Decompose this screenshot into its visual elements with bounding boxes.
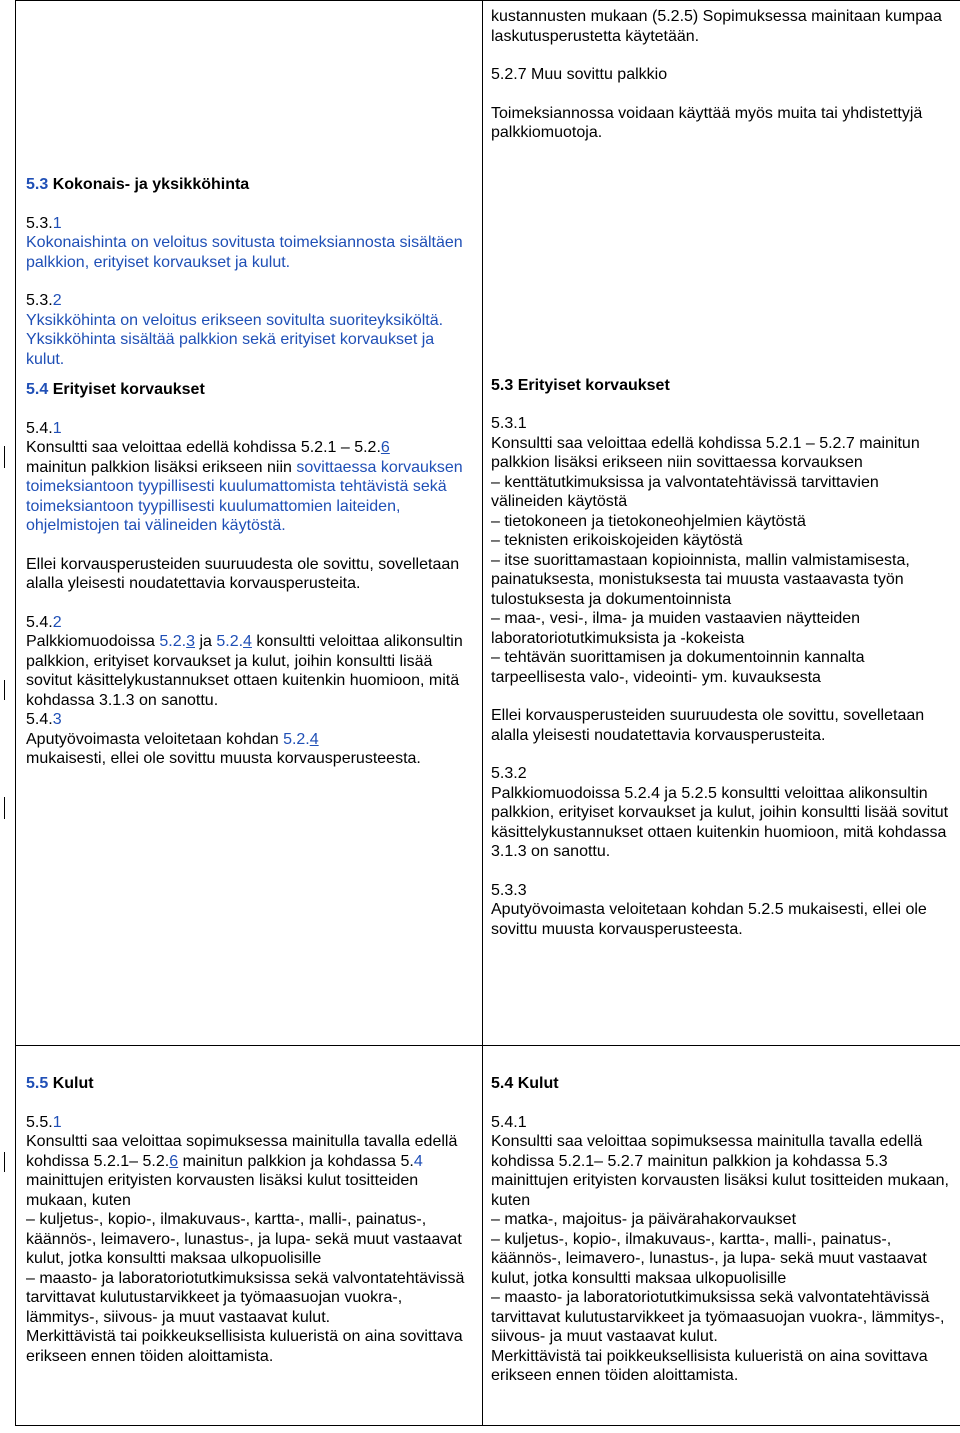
table-row <box>16 1046 960 1426</box>
change-bar <box>4 680 5 700</box>
section-heading: 5.3 Erityiset korvaukset <box>491 376 670 394</box>
paragraph: Aputyövoimasta veloitetaan kohdan 5.2.5 mukaisesti, ellei ole sovittu muusta korvausperusteesta. <box>491 901 927 938</box>
paragraph: Merkittävistä tai poikkeuksellisista kulueristä on aina sovittava erikseen ennen töiden aloittamista. <box>26 1328 463 1365</box>
paragraph: Palkkiomuodoissa 5.2.3 ja 5.2.4 konsultti veloittaa alikonsultin palkkion, erityiset korvaukset ja kulut, joihin konsultti lisää sovitut käsittelykustannukset ottaen kuitenkin huomioon, mitä kohdassa 3.1.3 on sanottu. <box>26 633 463 709</box>
left-column-cell <box>16 1046 483 1426</box>
cross-reference-link[interactable]: 3 <box>186 633 195 650</box>
left-column-cell <box>16 1 483 1046</box>
list-item: – itse suorittamastaan kopioinnista, mallin valmistamisesta, painatuksesta, monistuksesta tai muusta vastaavasta työn tulostuksesta ja dokumentoinnista <box>491 551 910 608</box>
list-item: – matka-, majoitus- ja päivärahakorvaukset <box>491 1211 797 1228</box>
paragraph: Konsultti saa veloittaa sopimuksessa mainitulla tavalla edellä kohdissa 5.2.1– 5.2.6 mainitun palkkion ja kohdassa 5.4 mainittujen erityisten korvausten lisäksi kulut tositteiden mukaan, kuten <box>26 1133 458 1209</box>
list-item: – maa-, vesi-, ilma- ja muiden vastaavien näytteiden laboratoriotutkimuksista ja -kokeista <box>491 610 861 647</box>
section-number: 5.4.2 <box>26 613 62 631</box>
section-number: 5.4.3 <box>26 711 62 728</box>
right-column-cell <box>483 1046 960 1426</box>
change-bar <box>4 1152 5 1172</box>
list-item: – teknisten erikoiskojeiden käytöstä <box>491 532 743 549</box>
section-number: 5.3.2 <box>26 292 62 309</box>
section-number: 5.3.3 <box>491 881 527 899</box>
list-item: – maasto- ja laboratoriotutkimuksissa sekä valvontatehtävissä tarvittavat kulutustarvikkeet ja työmaasuojan vuokra-, lämmitys-, siivous- ja muut vastaavat kulut. <box>26 1269 465 1326</box>
comparison-table <box>15 0 960 1426</box>
section-number: 5.3.1 <box>26 214 62 232</box>
cross-reference-link[interactable]: 6 <box>169 1152 179 1170</box>
section-title: 5.2.7 Muu sovittu palkkio <box>491 66 668 83</box>
table-row <box>16 1 960 1046</box>
paragraph: Kokonaishinta on veloitus sovitusta toimeksiannosta sisältäen palkkion, erityiset korvaukset ja kulut. <box>26 234 463 271</box>
paragraph: Ellei korvausperusteiden suuruudesta ole sovittu, sovelletaan alalla yleisesti noudatettavia korvausperusteita. <box>491 707 925 744</box>
paragraph: Yksikköhinta on veloitus erikseen sovitulta suoriteyksiköltä. Yksikköhinta sisältää palkkion sekä erityiset korvaukset ja kulut. <box>26 311 444 368</box>
change-bar <box>4 797 5 819</box>
section-number: 5.5.1 <box>26 1113 62 1131</box>
right-column-cell <box>483 1 960 1046</box>
cross-reference-link[interactable]: 6 <box>380 439 390 456</box>
list-item: – tietokoneen ja tietokoneohjelmien käytöstä <box>491 512 806 530</box>
section-number: 5.3.2 <box>491 765 527 782</box>
paragraph: kustannusten mukaan (5.2.5) Sopimuksessa mainitaan kumpaa laskutusperustetta käytetään. <box>491 8 942 45</box>
list-item: – kuljetus-, kopio-, ilmakuvaus-, kartta-, malli-, painatus-, käännös-, leimavero-, lunastus-, ja lupa- sekä muut vastaavat kulut, jotka konsultti maksaa ulkopuolisille <box>491 1230 927 1287</box>
paragraph: Merkittävistä tai poikkeuksellisista kulueristä on aina sovittava erikseen ennen töiden aloittamista. <box>491 1347 928 1384</box>
list-item: – kuljetus-, kopio-, ilmakuvaus-, kartta-, malli-, painatus-, käännös-, leimavero-, lunastus-, ja lupa- sekä muut vastaavat kulut, jotka konsultti maksaa ulkopuolisille <box>26 1211 462 1267</box>
list-item: – tehtävän suorittamisen ja dokumentoinnin kannalta tarpeellisesta valo-, videointi- ym. kuvauksesta <box>491 649 865 686</box>
cross-reference-link[interactable]: 4 <box>309 730 319 748</box>
section-heading: 5.4 Erityiset korvaukset <box>26 381 205 398</box>
paragraph: Konsultti saa veloittaa edellä kohdissa 5.2.1 – 5.2.7 mainitun palkkion lisäksi erikseen niin sovittaessa korvauksen <box>491 434 920 471</box>
section-heading: 5.3 Kokonais- ja yksikköhinta <box>26 176 250 193</box>
paragraph: Konsultti saa veloittaa sopimuksessa mainitulla tavalla edellä kohdissa 5.2.1– 5.2.7 mainitun palkkion ja kohdassa 5.3 mainittujen erityisten korvausten lisäksi kulut tositteiden mukaan, kuten <box>491 1133 949 1209</box>
paragraph: Toimeksiannossa voidaan käyttää myös muita tai yhdistettyjä palkkiomuotoja. <box>491 104 923 141</box>
section-heading: 5.5 Kulut <box>26 1075 94 1092</box>
paragraph: Palkkiomuodoissa 5.2.4 ja 5.2.5 konsultti veloittaa alikonsultin palkkion, erityiset korvaukset ja kulut, joihin konsultti lisää sovitut käsittelykustannukset ottaen kuitenkin huomioon, mitä kohdassa 3.1.3 on sanottu. <box>491 784 949 860</box>
section-number: 5.4.1 <box>26 419 62 437</box>
list-item: – kenttätutkimuksissa ja valvontatehtävissä tarvittavien välineiden käytöstä <box>491 473 879 510</box>
section-number: 5.3.1 <box>491 415 527 432</box>
list-item: – maasto- ja laboratoriotutkimuksissa sekä valvontatehtävissä tarvittavat kulutustarvikkeet ja työmaasuojan vuokra-, lämmitys-, siivous- ja muut vastaavat kulut. <box>491 1289 945 1345</box>
paragraph: Konsultti saa veloittaa edellä kohdissa 5.2.1 – 5.2.6 mainitun palkkion lisäksi erikseen niin sovittaessa korvauksen toimeksiantoon tyypillisesti kuulumattomista tehtävistä sekä toimeksiantoon tyypillisesti kuulumattomien laiteiden, ohjelmistojen tai välineiden käytöstä. <box>26 439 463 534</box>
cross-reference-link[interactable]: 4 <box>243 633 252 650</box>
paragraph: Ellei korvausperusteiden suuruudesta ole sovittu, sovelletaan alalla yleisesti noudatettavia korvausperusteita. <box>26 555 460 592</box>
paragraph: Aputyövoimasta veloitetaan kohdan 5.2.4 mukaisesti, ellei ole sovittu muusta korvausperusteesta. <box>26 730 421 767</box>
section-heading: 5.4 Kulut <box>491 1075 559 1092</box>
section-number: 5.4.1 <box>491 1113 527 1131</box>
change-bar <box>4 446 5 468</box>
